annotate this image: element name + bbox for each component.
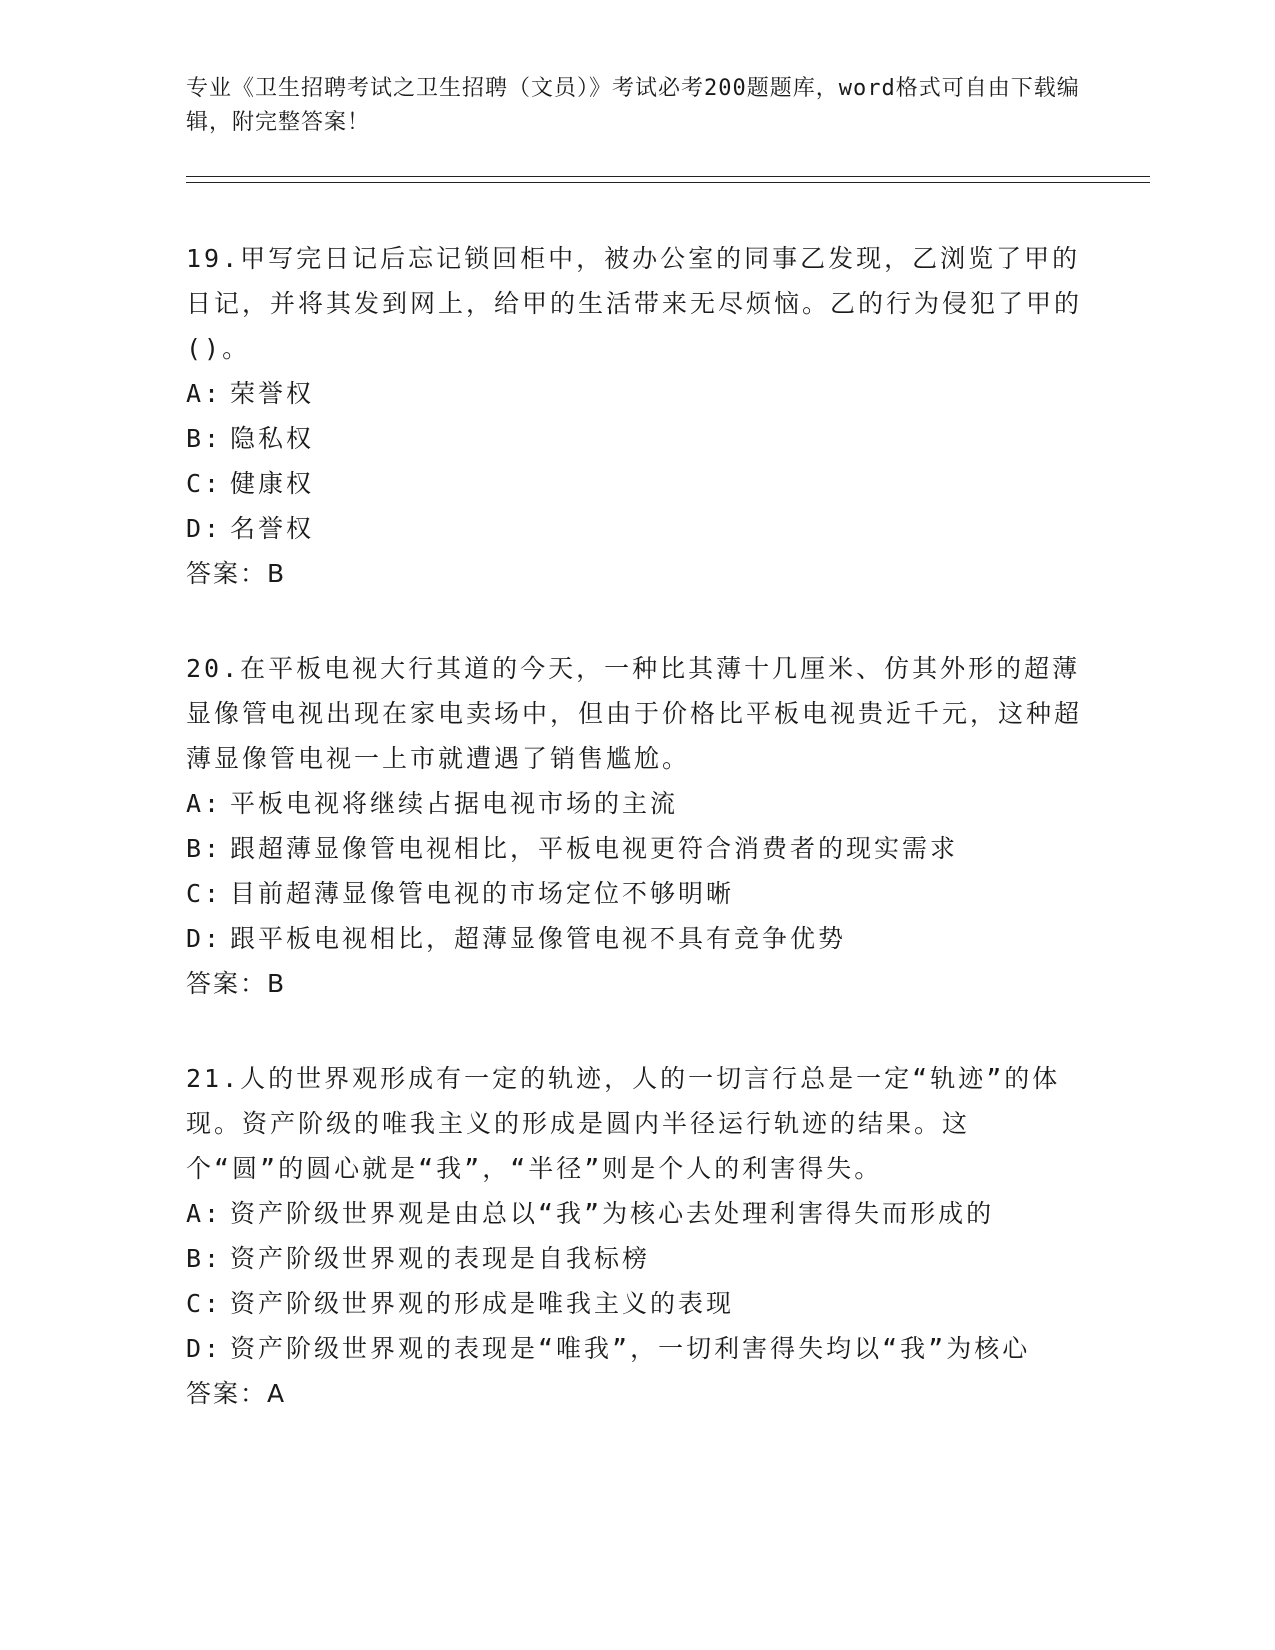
question-stem: 19.甲写完日记后忘记锁回柜中，被办公室的同事乙发现，乙浏览了甲的日记，并将其发到网上，给甲的生活带来无尽烦恼。乙的行为侵犯了甲的()。 [186,244,1083,363]
option-letter: B: [186,424,223,453]
header-divider-top [186,176,1150,177]
option-letter: C: [186,1289,223,1318]
option-letter: C: [186,879,223,908]
option-d [186,1326,1086,1371]
answer-line: 答案：B [186,969,287,998]
option-c [186,1281,1086,1326]
header-divider-bottom [186,182,1150,183]
option-text: 目前超薄显像管电视的市场定位不够明晰 [230,879,735,908]
option-d [186,506,1086,551]
option-text: 资产阶级世界观的表现是自我标榜 [230,1244,651,1273]
option-text: 隐私权 [230,424,315,453]
option-b [186,1236,1086,1281]
option-letter: A: [186,1199,223,1228]
option-text: 资产阶级世界观的形成是唯我主义的表现 [230,1289,735,1318]
question-block [186,236,1086,596]
option-letter: A: [186,379,223,408]
option-letter: C: [186,469,223,498]
question-block [186,646,1086,1006]
option-a [186,781,1086,826]
option-text: 名誉权 [230,514,315,543]
option-d [186,916,1086,961]
option-c [186,461,1086,506]
option-text: 资产阶级世界观的表现是“唯我”，一切利害得失均以“我”为核心 [230,1334,1031,1363]
option-text: 荣誉权 [230,379,315,408]
question-stem: 20.在平板电视大行其道的今天，一种比其薄十几厘米、仿其外形的超薄显像管电视出现在家电卖场中，但由于价格比平板电视贵近千元，这种超薄显像管电视一上市就遭遇了销售尴尬。 [186,654,1083,773]
question-stem: 21.人的世界观形成有一定的轨迹，人的一切言行总是一定“轨迹”的体现。资产阶级的唯我主义的形成是圆内半径运行轨迹的结果。这个“圆”的圆心就是“我”，“半径”则是个人的利害得失。 [186,1064,1061,1183]
option-letter: B: [186,834,223,863]
option-b [186,416,1086,461]
question-block [186,1056,1086,1416]
option-letter: D: [186,514,223,543]
option-letter: D: [186,924,223,953]
option-c [186,871,1086,916]
option-a [186,1191,1086,1236]
option-letter: A: [186,789,223,818]
option-text: 跟超薄显像管电视相比，平板电视更符合消费者的现实需求 [230,834,959,863]
option-a [186,371,1086,416]
option-text: 资产阶级世界观是由总以“我”为核心去处理利害得失而形成的 [230,1199,995,1228]
option-text: 平板电视将继续占据电视市场的主流 [230,789,679,818]
option-text: 跟平板电视相比，超薄显像管电视不具有竞争优势 [230,924,847,953]
option-b [186,826,1086,871]
option-text: 健康权 [230,469,315,498]
option-letter: D: [186,1334,223,1363]
answer-line: 答案：A [186,1379,287,1408]
answer-line: 答案：B [186,559,287,588]
document-header: 专业《卫生招聘考试之卫生招聘（文员）》考试必考200题题库，word格式可自由下载编辑，附完整答案！ [186,76,1080,135]
option-letter: B: [186,1244,223,1273]
